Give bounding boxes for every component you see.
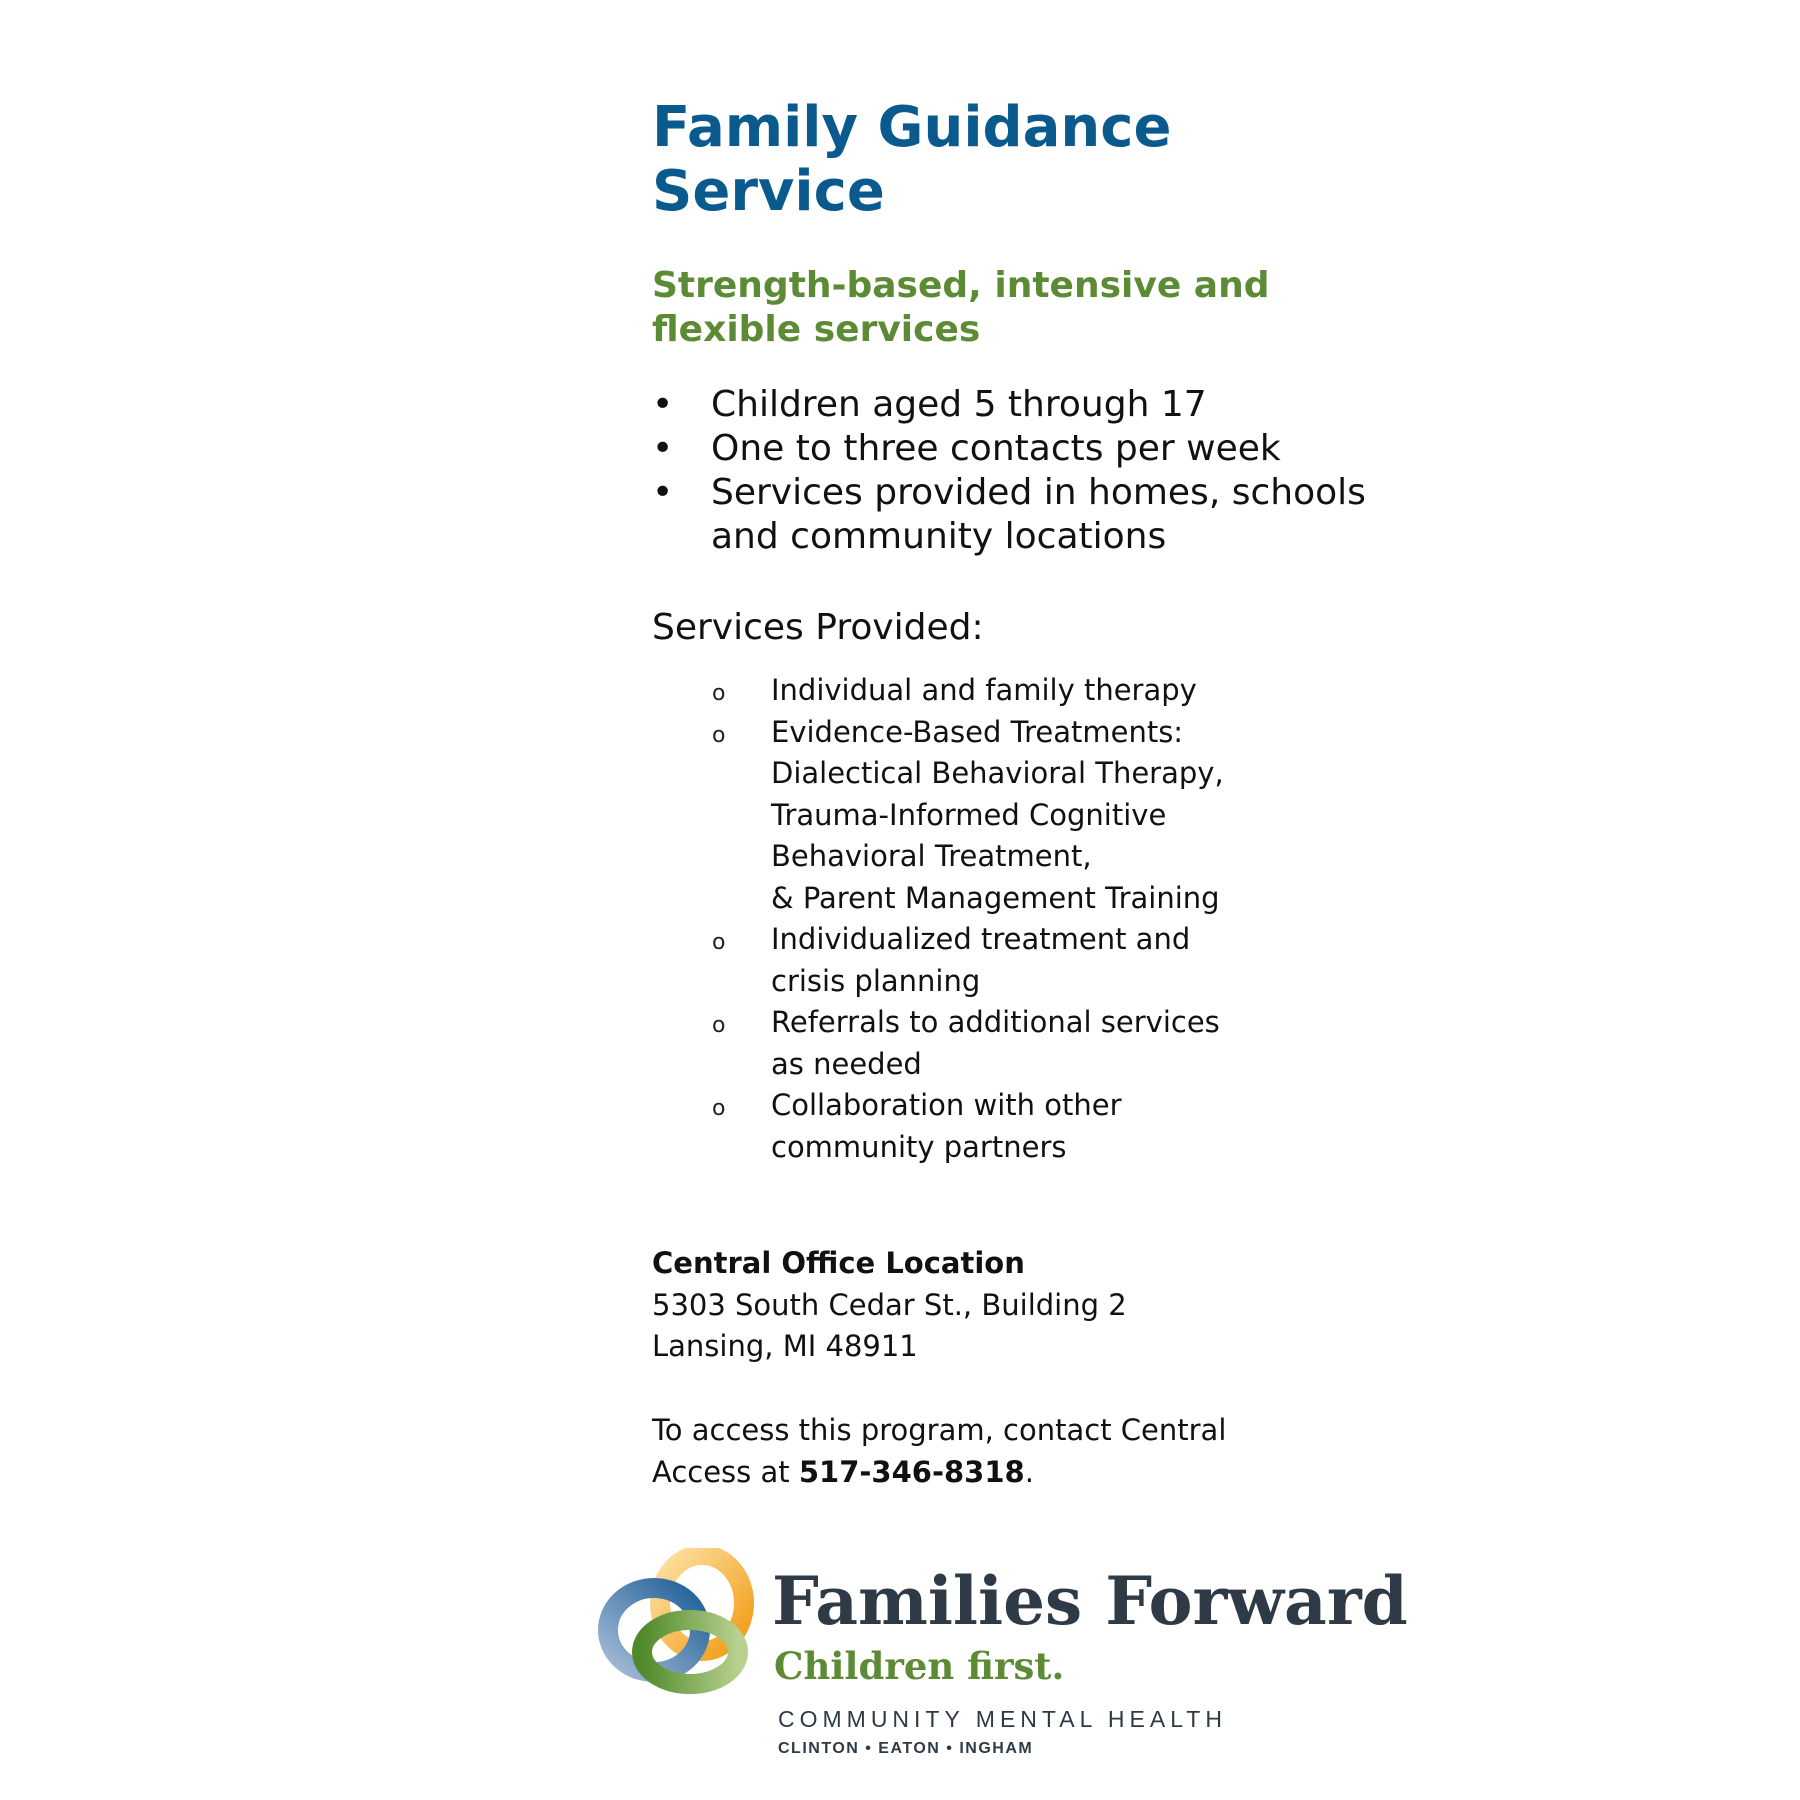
families-forward-logo-icon bbox=[594, 1548, 754, 1698]
office-location bbox=[652, 1243, 1412, 1368]
logo-tagline: Children first. bbox=[774, 1644, 1065, 1688]
access-suffix: . bbox=[1024, 1454, 1034, 1489]
bullet-list bbox=[652, 383, 1412, 559]
office-heading: Central Office Location bbox=[652, 1246, 1025, 1280]
service-line: Individualized treatment and bbox=[771, 922, 1191, 956]
service-line: Dialectical Behavioral Therapy, bbox=[771, 756, 1224, 790]
services-list bbox=[712, 670, 1272, 1168]
subtitle: Strength-based, intensive and flexible services bbox=[652, 265, 1270, 350]
bullet-dot: • bbox=[652, 428, 674, 469]
access-prefix: Access at bbox=[652, 1454, 799, 1489]
circle-bullet-icon: o bbox=[712, 1096, 726, 1121]
bullet-item bbox=[652, 427, 1412, 471]
circle-bullet-icon: o bbox=[712, 722, 726, 748]
bullet-item bbox=[652, 471, 1412, 559]
logo-name: Families Forward bbox=[772, 1562, 1408, 1640]
service-item bbox=[712, 1002, 1272, 1085]
access-info bbox=[652, 1410, 1412, 1493]
service-item bbox=[712, 1085, 1272, 1168]
office-address-line2: Lansing, MI 48911 bbox=[652, 1329, 918, 1363]
bullet-text: Children aged 5 through 17 bbox=[711, 384, 1207, 425]
service-line: as needed bbox=[771, 1046, 922, 1081]
service-line: Referrals to additional services bbox=[771, 1005, 1220, 1039]
service-line: Behavioral Treatment, bbox=[771, 839, 1092, 873]
circle-bullet-icon: o bbox=[712, 930, 726, 955]
bullet-item bbox=[652, 383, 1412, 427]
bullet-text: One to three contacts per week bbox=[711, 428, 1281, 469]
phone-number[interactable]: 517-346-8318 bbox=[798, 1454, 1025, 1489]
office-address-line1: 5303 South Cedar St., Building 2 bbox=[652, 1287, 1127, 1322]
service-line: community partners bbox=[771, 1129, 1067, 1164]
service-line: Evidence-Based Treatments: bbox=[771, 714, 1184, 749]
service-line: & Parent Management Training bbox=[771, 880, 1220, 915]
access-line1: To access this program, contact Central bbox=[652, 1413, 1227, 1447]
access-line2 bbox=[652, 1452, 1412, 1494]
page-title: Family Guidance Service bbox=[652, 95, 1172, 224]
logo-counties: CLINTON • EATON • INGHAM bbox=[778, 1740, 1034, 1757]
circle-bullet-icon: o bbox=[712, 681, 726, 706]
services-heading: Services Provided: bbox=[652, 607, 984, 648]
service-line: Collaboration with other bbox=[771, 1088, 1122, 1122]
bullet-dot: • bbox=[652, 384, 674, 425]
bullet-dot: • bbox=[652, 472, 674, 513]
bullet-text: Services provided in homes, schools and community locations bbox=[711, 472, 1366, 557]
service-line: crisis planning bbox=[771, 963, 981, 998]
service-item bbox=[712, 919, 1272, 1002]
service-item bbox=[712, 712, 1272, 920]
service-item bbox=[712, 670, 1272, 712]
logo-org: COMMUNITY MENTAL HEALTH bbox=[778, 1706, 1227, 1732]
service-line: Individual and family therapy bbox=[771, 673, 1197, 707]
service-line: Trauma-Informed Cognitive bbox=[771, 797, 1167, 832]
circle-bullet-icon: o bbox=[712, 1013, 726, 1038]
